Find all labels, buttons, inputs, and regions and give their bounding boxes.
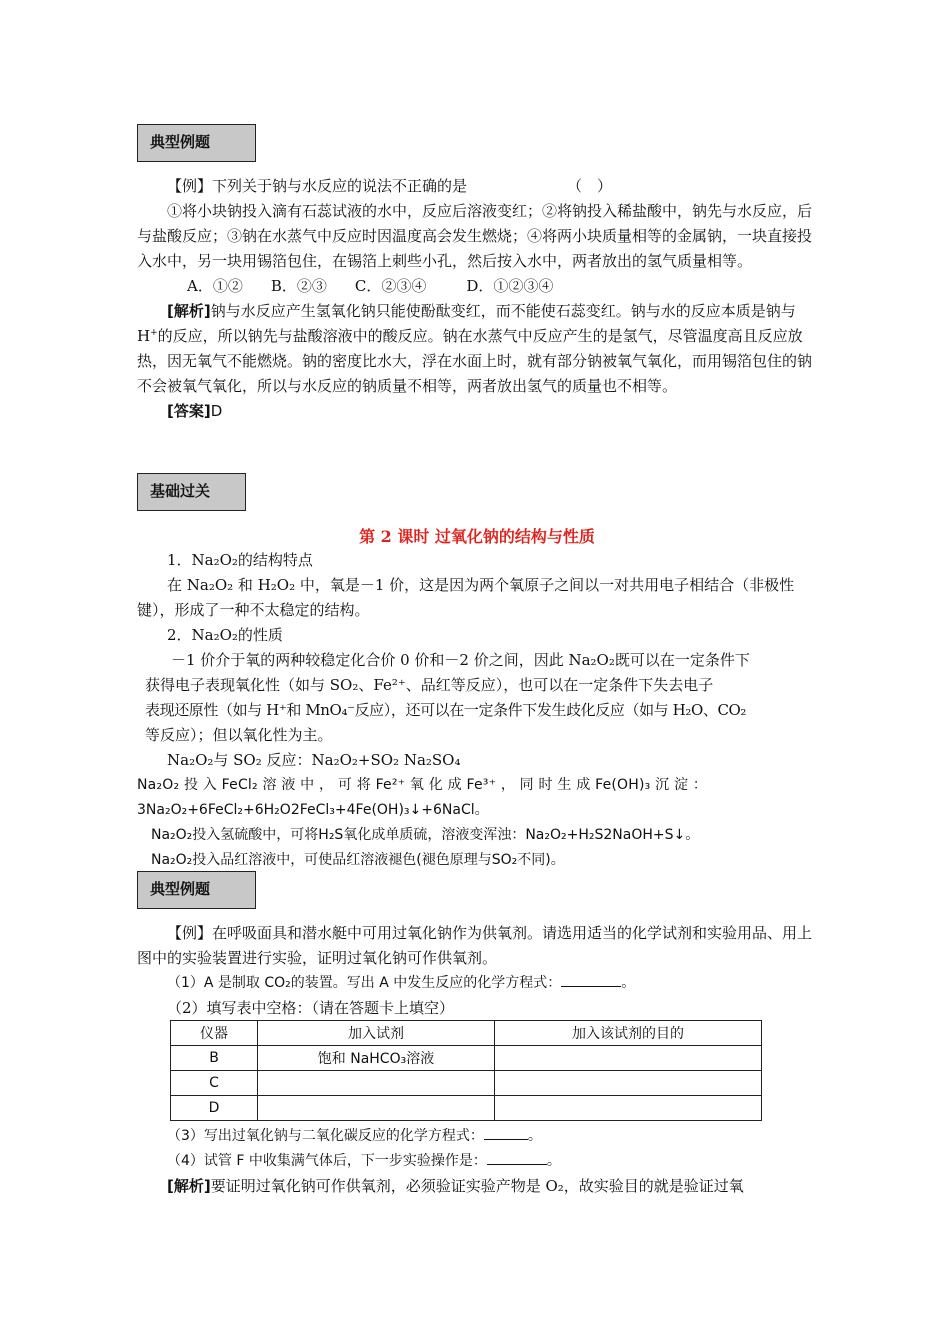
question-1 bbox=[137, 971, 817, 996]
fecl2-equation: 3Na₂O₂+6FeCl₂+6H₂O2FeCl₃+4Fe(OH)₃↓+6NaCl。 bbox=[137, 802, 489, 818]
table-header-cell: 加入试剂 bbox=[258, 1021, 495, 1046]
table-cell: B bbox=[171, 1046, 258, 1071]
table-cell-input[interactable] bbox=[495, 1096, 762, 1121]
table-cell: D bbox=[171, 1096, 258, 1121]
basic-practice-box bbox=[137, 473, 246, 511]
table-header-row bbox=[171, 1021, 762, 1046]
table-row bbox=[171, 1071, 762, 1096]
fecl2-line: Na₂O₂ 投 入 FeCl₂ 溶 液 中 ， 可 将 Fe²⁺ 氧 化 成 Fe³⁺ ， 同 时 生 成 Fe(OH)₃ 沉 淀 ： bbox=[137, 777, 708, 793]
analysis-text-a: 钠与水反应产生氢氧化钠只能使酚酞变红，而不能使石蕊变红。钠与水的反应本质是钠与H bbox=[137, 302, 796, 345]
example-2-block bbox=[137, 921, 817, 1021]
pinhong-line: Na₂O₂投入品红溶液中，可使品红溶液褪色(褪色原理与SO₂不同)。 bbox=[151, 852, 565, 868]
lesson-body bbox=[137, 548, 817, 773]
option-b: B．②③ bbox=[270, 277, 327, 295]
question-4 bbox=[137, 1149, 817, 1174]
lesson-heading: 第 2 课时 过氧化钠的结构与性质 bbox=[359, 527, 595, 546]
analysis-text-2: 要证明过氧化钠可作供氧剂，必须验证实验产物是 O₂，故实验目的就是验证过氧 bbox=[210, 1177, 744, 1195]
example-1-block bbox=[137, 174, 817, 424]
example-1-answer bbox=[137, 399, 817, 424]
item-1-text: 在 Na₂O₂ 和 H₂O₂ 中，氧是－1 价，这是因为两个氧原子之间以一对共用电子相结合（非极性键），形成了一种不太稳定的结构。 bbox=[137, 576, 795, 619]
example-1-analysis: [解析]钠与水反应产生氢氧化钠只能使酚酞变红，而不能使石蕊变红。钠与水的反应本质是钠与H+的反应，所以钠先与盐酸溶液中的酸反应。钠在水蒸气中反应产生的是氢气，尽管温度高且反应放热，因无氧气不能燃烧。钠的密度比水大，浮在水面上时，就有部分钠被氧气氧化，而用锡箔包住的钠不会被氧气氧化，所以与水反应的钠质量不相等，两者放出氢气的质量也不相等。 bbox=[137, 302, 813, 395]
period: 。 bbox=[621, 975, 636, 991]
example-1-statements: ①将小块钠投入滴有石蕊试液的水中，反应后溶液变红；②将钠投入稀盐酸中，钠先与水反应，后与盐酸反应；③钠在水蒸气中反应时因温度高会发生燃烧；④将两小块质量相等的金属钠，一块直接投入水中，另一块用锡箔包住，在锡箔上刺些小孔，然后按入水中，两者放出的氢气质量相等。 bbox=[137, 202, 813, 270]
example-2-questions bbox=[137, 1124, 817, 1199]
answer-blank-1[interactable] bbox=[561, 972, 621, 987]
option-a: A．①② bbox=[187, 277, 243, 295]
table-cell: 饱和 NaHCO₃溶液 bbox=[258, 1046, 495, 1071]
table-cell-input[interactable] bbox=[258, 1096, 495, 1121]
question-4-text: （4）试管 F 中收集满气体后，下一步实验操作是： bbox=[167, 1153, 487, 1169]
item-2-title: 2．Na₂O₂的性质 bbox=[167, 626, 283, 644]
example-2-analysis bbox=[137, 1174, 817, 1199]
question-3-text: （3）写出过氧化钠与二氧化碳反应的化学方程式： bbox=[167, 1128, 484, 1144]
question-1-text: （1）A 是制取 CO₂的装置。写出 A 中发生反应的化学方程式： bbox=[167, 975, 562, 991]
answer-value: D bbox=[210, 402, 223, 420]
typical-example-box-2 bbox=[137, 871, 256, 909]
table-header-cell: 仪器 bbox=[171, 1021, 258, 1046]
analysis-text-b: 的反应，所以钠先与盐酸溶液中的酸反应。钠在水蒸气中反应产生的是氢气，尽管温度高且反应放热，因无氧气不能燃烧。钠的密度比水大，浮在水面上时，就有部分钠被氧气氧化，而用锡箔包住的钠不会被氧气氧化，所以与水反应的钠质量不相等，两者放出氢气的质量也不相等。 bbox=[137, 327, 813, 395]
question-2: （2）填写表中空格：（请在答题卡上填空） bbox=[167, 999, 455, 1017]
option-c: C．②③④ bbox=[354, 277, 427, 295]
item-2-line-2: 获得电子表现氧化性（如与 SO₂、Fe²⁺、品红等反应），也可以在一定条件下失去电子 bbox=[145, 676, 714, 694]
option-d: D．①②③④ bbox=[466, 277, 554, 295]
table-row bbox=[171, 1096, 762, 1121]
item-1-title: 1．Na₂O₂的结构特点 bbox=[167, 551, 313, 569]
example-2-intro-text: 在呼吸面具和潜水艇中可用过氧化钠作为供氧剂。请选用适当的化学试剂和实验用品、用上图中的实验装置进行实验，证明过氧化钠可作供氧剂。 bbox=[137, 924, 813, 967]
reagent-table bbox=[170, 1020, 762, 1121]
question-3 bbox=[137, 1124, 817, 1149]
reaction-lines bbox=[137, 773, 817, 873]
so2-reaction: Na₂O₂与 SO₂ 反应：Na₂O₂+SO₂ Na₂SO₄ bbox=[167, 751, 461, 769]
answer-blank-3[interactable] bbox=[484, 1125, 528, 1140]
table-header-cell: 加入该试剂的目的 bbox=[495, 1021, 762, 1046]
table-cell-input[interactable] bbox=[495, 1046, 762, 1071]
table-cell: C bbox=[171, 1071, 258, 1096]
example-2-tag: 【例】 bbox=[167, 924, 213, 942]
analysis-tag-2: [解析] bbox=[167, 1177, 211, 1195]
analysis-tag: [解析] bbox=[167, 302, 211, 320]
item-2-line-1: －1 价介于氧的两种较稳定化合价 0 价和－2 价之间，因此 Na₂O₂既可以在一定条件下 bbox=[171, 651, 750, 669]
answer-blank-4[interactable] bbox=[487, 1150, 547, 1165]
example-tag: 【例】 bbox=[167, 177, 213, 195]
item-2-line-3: 表现还原性（如与 H⁺和 MnO₄⁻反应），还可以在一定条件下发生歧化反应（如与 H₂O、CO₂ bbox=[145, 701, 747, 719]
table-row bbox=[171, 1046, 762, 1071]
typical-example-box bbox=[137, 124, 256, 162]
example-2-intro bbox=[137, 921, 817, 971]
basic-practice-label: 基础过关 bbox=[150, 482, 211, 500]
item-2-line-4: 等反应）；但以氧化性为主。 bbox=[145, 726, 333, 744]
answer-tag: [答案] bbox=[167, 402, 211, 420]
table-cell-input[interactable] bbox=[258, 1071, 495, 1096]
period: 。 bbox=[527, 1128, 542, 1144]
example-1-options bbox=[137, 274, 817, 299]
example-1-question bbox=[137, 174, 817, 199]
h2s-line: Na₂O₂投入氢硫酸中，可将H₂S氧化成单质硫，溶液变浑浊：Na₂O₂+H₂S2NaOH+S↓。 bbox=[151, 827, 700, 843]
typical-example-label-2: 典型例题 bbox=[150, 880, 211, 898]
period: 。 bbox=[546, 1153, 561, 1169]
question-text: 下列关于钠与水反应的说法不正确的是 bbox=[212, 177, 468, 195]
typical-example-label: 典型例题 bbox=[150, 133, 211, 151]
answer-paren: （ ） bbox=[567, 177, 613, 195]
table-cell-input[interactable] bbox=[495, 1071, 762, 1096]
